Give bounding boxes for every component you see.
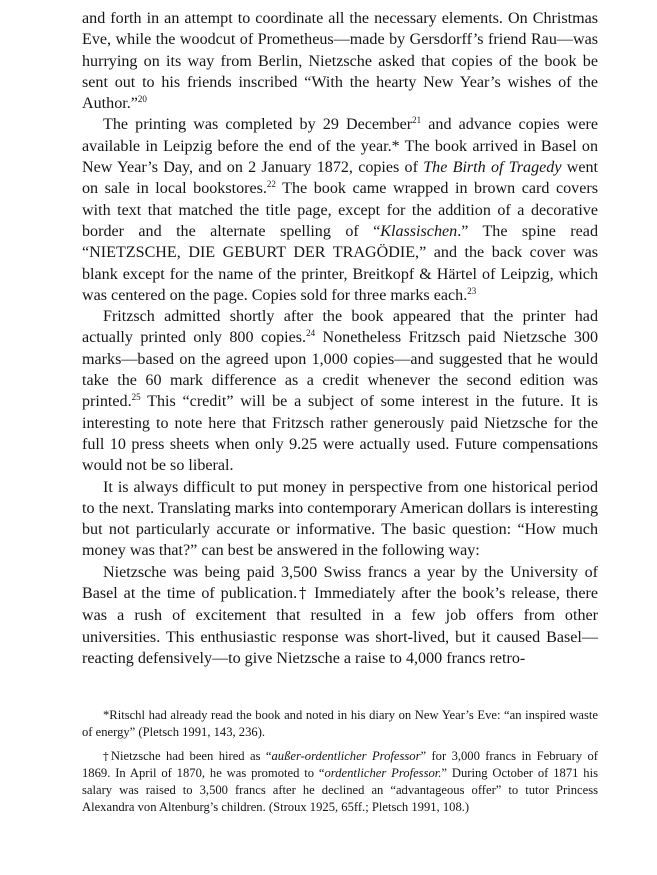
text-run: Nietzsche was being paid 3,500 Swiss francs a year by the University of Basel at the time of publication. bbox=[82, 563, 598, 603]
footnote-symbol: † bbox=[103, 749, 111, 763]
text-run: and advance copies were available in Leipzig before the end of the year.* The book arrived in Basel on New Year’s Day, and on 2 January 1872, copies of bbox=[82, 116, 598, 177]
text-run: It is always difficult to put money in perspective from one historical period to the next. Translating marks into contemporary American dollars is interesting but not particularly accurate or informative. The basic question: “How much money was that?” can best be answered in the following way: bbox=[82, 478, 598, 560]
italic-run: The Birth of Tragedy bbox=[423, 159, 562, 177]
paragraph bbox=[82, 477, 598, 562]
footnote-ref: 25 bbox=[131, 392, 141, 403]
footnote-ref: 20 bbox=[137, 94, 147, 105]
text-run: This “credit” will be a subject of some interest in the future. It is interesting to note here that Fritzsch rather generously paid Nietzsche for the full 10 press sheets when only 9.25 were actually used. Future compensations would not be so liberal. bbox=[82, 393, 598, 475]
text-run: went on sale in local bookstores. bbox=[82, 159, 599, 198]
text-run: Nietzsche had been hired as “ bbox=[110, 749, 272, 763]
italic-run: ordentlicher Professor. bbox=[324, 766, 442, 780]
footnote-ref: 21 bbox=[412, 115, 422, 126]
footnote-ref: 24 bbox=[306, 328, 316, 339]
text-run: The printing was completed by 29 December bbox=[103, 116, 413, 134]
text-run: .” The spine read “NIETZSCHE, DIE GEBURT DER TRAGÖDIE,” and the back cover was blank except for the name of the printer, Breitkopf & Härtel of Leipzig, which was centered on the page. Copies sold for three marks each. bbox=[82, 222, 598, 304]
text-run: Fritzsch admitted shortly after the book appeared that the printer had actually printed only 800 copies. bbox=[82, 308, 598, 347]
text-run: Immediately after the book’s release, there was a rush of excitement that resulted in a few job offers from other universities. This enthusiastic response was short-lived, but it caused Basel—reacting defensively—to give Nietzsche a raise to 4,000 francs retro- bbox=[82, 585, 599, 667]
footnotes bbox=[82, 707, 598, 816]
text-run: ” During October of 1871 his salary was raised to 3,500 francs after he declined an “advantageous offer” to tutor Princess Alexandra von Altenburg’s children. (Stroux 1925, 65ff.; Pletsch 1991, 108.) bbox=[82, 766, 598, 814]
footnote-ref: 23 bbox=[467, 285, 477, 296]
paragraph bbox=[82, 8, 598, 114]
footnote bbox=[82, 748, 598, 816]
paragraph bbox=[82, 562, 598, 669]
text-run: Nonetheless Fritzsch paid Nietzsche 300 marks—based on the agreed upon 1,000 copies—and suggested that he would take the 60 mark difference as a credit whenever the second edition was printed. bbox=[82, 329, 598, 411]
text-run: ” for 3,000 francs in February of 1869. In April of 1870, he was promoted to “ bbox=[82, 749, 598, 780]
text-run: and forth in an attempt to coordinate all the necessary elements. On Christmas Eve, while the woodcut of Prometheus—made by Gersdorff’s friend Rau—was hurrying on its way from Berlin, Nietzsche asked that copies of the book be sent out to his friends inscribed “With the hearty New Year’s wishes of the Author.” bbox=[82, 10, 598, 113]
footnote bbox=[82, 707, 598, 741]
text-run: *Ritschl had already read the book and noted in his diary on New Year’s Eve: “an inspired waste of energy” (Pletsch 1991, 143, 236). bbox=[82, 708, 598, 739]
text-run: The book came wrapped in brown card covers with text that matched the title page, except for the addition of a decorative border and the alternate spelling of “ bbox=[82, 180, 598, 240]
footnote-symbol: † bbox=[297, 586, 309, 603]
italic-run: außer-ordentlicher Professor bbox=[271, 749, 421, 763]
paragraph bbox=[82, 114, 598, 306]
paragraph bbox=[82, 306, 598, 476]
footnote-ref: 22 bbox=[266, 179, 276, 190]
italic-run: Klassischen bbox=[380, 222, 458, 240]
body-text bbox=[82, 8, 598, 669]
